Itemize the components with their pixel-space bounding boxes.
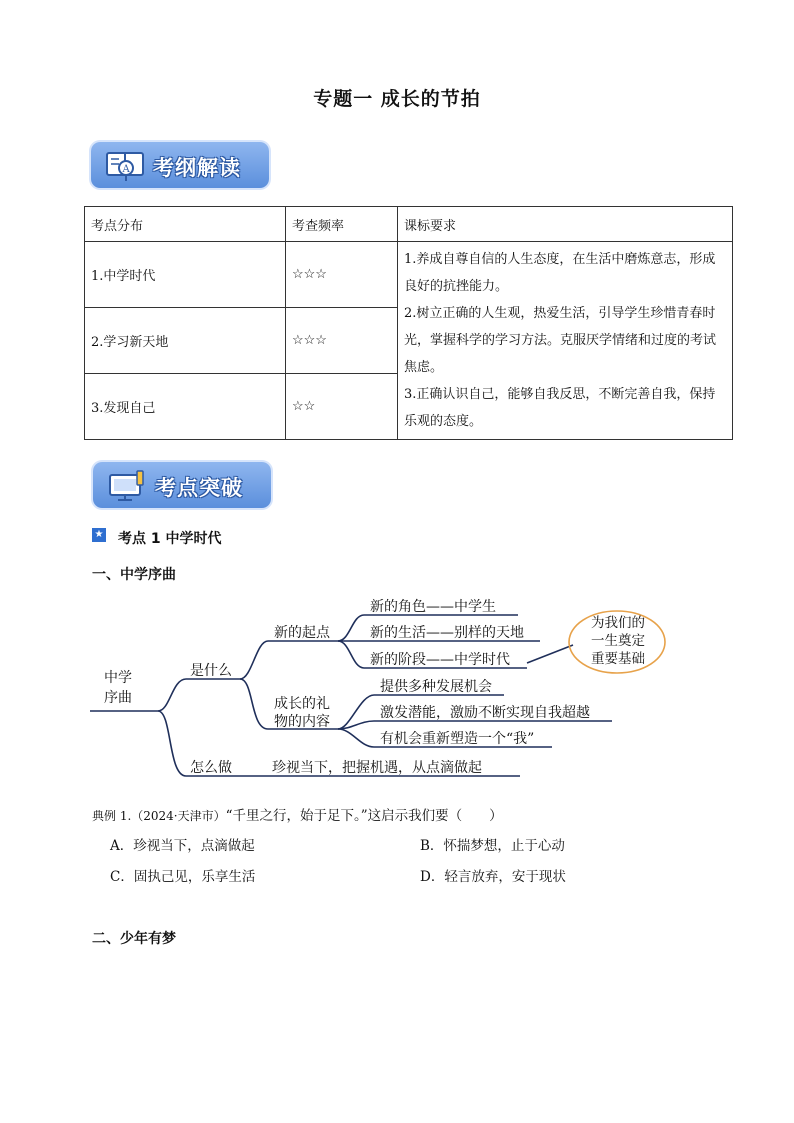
option-b[interactable] — [420, 834, 565, 854]
banner-key-points — [93, 462, 271, 508]
option-text: 轻言放弃，安于现状 — [444, 869, 566, 885]
bubble-line3: 重要基础 — [591, 651, 645, 667]
node-gift-line1: 成长的礼 — [274, 696, 330, 712]
node-new-start: 新的起点 — [274, 625, 330, 641]
example-stem: “千里之行，始于足下。”这启示我们要（ ） — [225, 808, 503, 824]
option-c[interactable] — [110, 865, 255, 885]
banner-outline-reading — [91, 142, 269, 188]
option-text: 固执己见，乐享生活 — [133, 869, 256, 885]
requirement-1: 1.养成自尊自信的人生态度，在生活中磨炼意志，形成良好的抗挫能力。 — [404, 252, 716, 294]
bubble-line1: 为我们的 — [591, 615, 645, 631]
frequency-cell: ☆☆☆ — [286, 308, 398, 374]
table-header-topic: 考点分布 — [85, 207, 286, 242]
node-how: 怎么做 — [190, 760, 232, 776]
leaf-start-3: 新的阶段——中学时代 — [370, 652, 510, 668]
topic-cell: 2.学习新天地 — [85, 308, 286, 374]
mind-map — [0, 585, 794, 785]
star-icon: ★ — [92, 528, 106, 542]
option-letter: D． — [420, 869, 445, 885]
leaf-gift-2: 激发潜能，激励不断实现自我超越 — [380, 705, 590, 721]
option-text: 怀揣梦想，止于心动 — [443, 838, 565, 854]
frequency-cell: ☆☆☆ — [286, 242, 398, 308]
leaf-how: 珍视当下，把握机遇，从点滴做起 — [272, 760, 482, 776]
leaf-gift-3: 有机会重新塑造一个“我” — [380, 731, 535, 747]
page-title: 专题一 成长的节拍 — [313, 88, 481, 110]
requirements-table — [84, 206, 733, 440]
leaf-start-2: 新的生活——别样的天地 — [370, 625, 524, 641]
requirement-2: 2.树立正确的人生观，热爱生活，引导学生珍惜青春时光，掌握科学的学习方法。克服厌学情绪和过度的考试焦虑。 — [404, 306, 717, 375]
option-letter: B． — [420, 838, 444, 854]
table-row — [85, 242, 733, 308]
key-point-heading: 考点 1 中学时代 — [118, 531, 222, 547]
topic-cell: 1.中学时代 — [85, 242, 286, 308]
requirement-3: 3.正确认识自己，能够自我反思，不断完善自我，保持乐观的态度。 — [404, 387, 716, 429]
banner-label: 考纲解读 — [153, 156, 241, 180]
leaf-start-1: 新的角色——中学生 — [370, 599, 496, 615]
banner-label: 考点突破 — [155, 476, 243, 500]
option-a[interactable] — [110, 834, 255, 854]
node-what: 是什么 — [190, 663, 232, 679]
root-label-line1: 中学 — [104, 670, 132, 686]
node-gift-line2: 物的内容 — [274, 714, 330, 730]
option-d[interactable] — [420, 865, 566, 885]
section-heading-1: 一、中学序曲 — [92, 567, 176, 583]
frequency-cell: ☆☆ — [286, 374, 398, 440]
book-reader-icon — [105, 149, 145, 187]
computer-icon — [107, 469, 147, 507]
branch-what — [158, 679, 240, 711]
option-letter: C． — [110, 869, 134, 885]
example-question — [92, 804, 503, 824]
section-heading-2: 二、少年有梦 — [92, 931, 176, 947]
svg-text:A: A — [122, 164, 130, 175]
requirement-cell — [398, 242, 733, 440]
table-header-requirement: 课标要求 — [398, 207, 733, 242]
root-label-line2: 序曲 — [104, 690, 132, 706]
bubble-line2: 一生奠定 — [591, 633, 645, 649]
leaf-gift-1: 提供多种发展机会 — [380, 679, 492, 695]
option-letter: A． — [110, 838, 134, 854]
topic-cell: 3.发现自己 — [85, 374, 286, 440]
option-text: 珍视当下，点滴做起 — [133, 838, 255, 854]
table-header-frequency: 考查频率 — [286, 207, 398, 242]
example-prefix: 典例 1.（2024·天津市） — [92, 809, 226, 823]
